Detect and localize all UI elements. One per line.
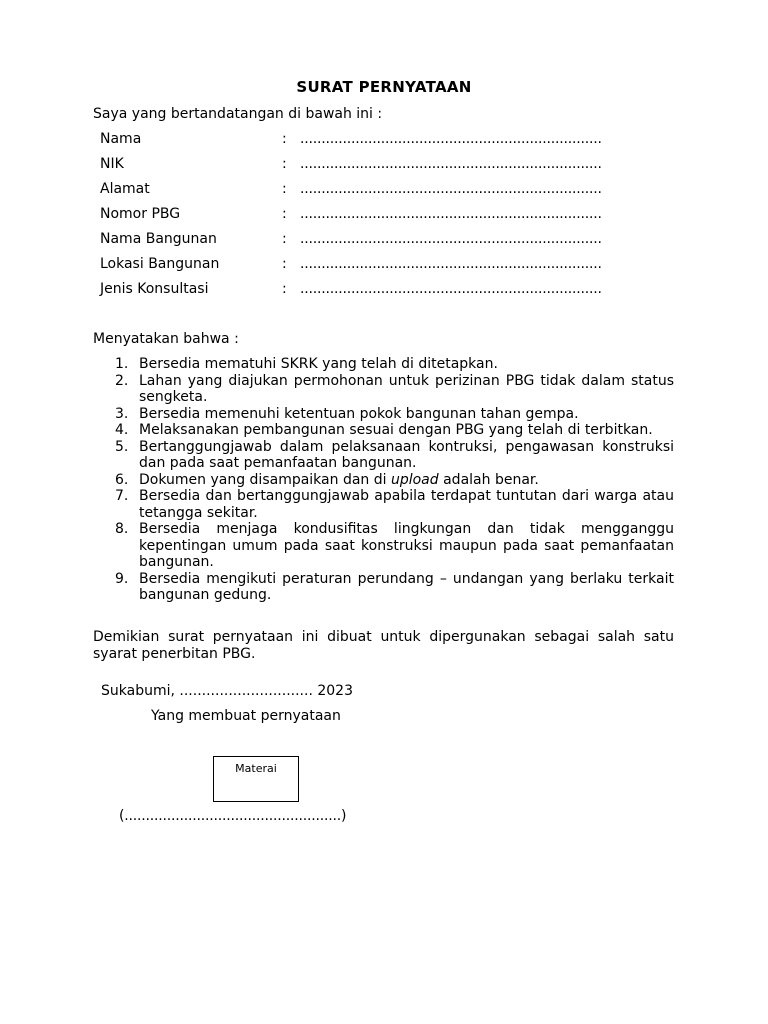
statement-number: 3.: [115, 405, 129, 422]
field-blank: .......................................................................: [300, 231, 602, 247]
statement-text: Bertanggungjawab dalam pelaksanaan kontruksi, pengawasan konstruksi dan pada saat pemanfaatan bangunan.: [139, 438, 674, 471]
field-blank: .......................................................................: [300, 206, 602, 222]
statement-text: Lahan yang diajukan permohonan untuk perizinan PBG tidak dalam status sengketa.: [139, 372, 674, 405]
signature-line: (...................................................): [119, 808, 347, 824]
statement-text: Bersedia menjaga kondusifitas lingkungan dan tidak mengganggu kepentingan umum pada saat konstruksi maupun pada saat pemanfaatan bangunan.: [139, 521, 674, 570]
statement-item: [93, 439, 674, 472]
statement-number: 1.: [115, 356, 129, 372]
materai-label: Materai: [235, 762, 277, 775]
field-blank: .......................................................................: [300, 156, 602, 172]
statement-number: 5.: [115, 438, 129, 455]
field-blank: .......................................................................: [300, 181, 602, 197]
statement-text: Melaksanakan pembangunan sesuai dengan PBG yang telah di terbitkan.: [139, 422, 653, 438]
statement-text-italic: upload: [390, 471, 439, 488]
field-label: NIK: [100, 156, 124, 172]
signatory-caption: Yang membuat pernyataan: [151, 708, 341, 724]
statement-item: [93, 422, 674, 439]
statement-number: 9.: [115, 570, 129, 587]
statement-item: [93, 571, 674, 604]
statement-text-before: Dokumen yang disampaikan dan di: [139, 471, 391, 488]
statement-text: Bersedia mematuhi SKRK yang telah di ditetapkan.: [139, 356, 498, 372]
statement-text-after: adalah benar.: [438, 471, 539, 488]
statement-text: Bersedia memenuhi ketentuan pokok bangunan tahan gempa.: [139, 405, 579, 422]
statement-number: 8.: [115, 521, 129, 537]
closing-paragraph: Demikian surat pernyataan ini dibuat untuk dipergunakan sebagai salah satu syarat penerbitan PBG.: [93, 629, 674, 662]
field-colon: :: [282, 181, 287, 197]
place-date: Sukabumi, .............................. 2023: [101, 683, 353, 699]
statement-item: [93, 521, 674, 571]
statements-heading: Menyatakan bahwa :: [93, 331, 239, 347]
statement-text: Bersedia dan bertanggungjawab apabila terdapat tuntutan dari warga atau tetangga sekitar.: [139, 488, 674, 521]
statement-item: [93, 406, 674, 423]
intro-text: Saya yang bertandatangan di bawah ini :: [93, 106, 383, 122]
field-label: Nama Bangunan: [100, 231, 217, 247]
statement-number: 4.: [115, 422, 129, 438]
field-blank: .......................................................................: [300, 281, 602, 297]
statement-number: 7.: [115, 488, 129, 504]
statement-item: [93, 488, 674, 521]
field-blank: .......................................................................: [300, 131, 602, 147]
field-colon: :: [282, 231, 287, 247]
field-colon: :: [282, 206, 287, 222]
field-colon: :: [282, 256, 287, 272]
statement-item: [93, 472, 674, 489]
statement-number: 2.: [115, 372, 129, 389]
statement-number: 6.: [115, 471, 129, 488]
field-label: Nomor PBG: [100, 206, 181, 222]
statement-item: [93, 373, 674, 406]
field-colon: :: [282, 281, 287, 297]
field-label: Alamat: [100, 181, 150, 197]
statement-text: Bersedia mengikuti peraturan perundang – undangan yang berlaku terkait bangunan gedung.: [139, 570, 674, 603]
document-title: SURAT PERNYATAAN: [296, 78, 472, 96]
field-colon: :: [282, 131, 287, 147]
statement-item: [93, 356, 674, 373]
field-label: Jenis Konsultasi: [100, 281, 209, 297]
field-colon: :: [282, 156, 287, 172]
field-label: Nama: [100, 131, 142, 147]
materai-stamp-box: [213, 756, 299, 802]
field-label: Lokasi Bangunan: [100, 256, 220, 272]
statements-list: [93, 356, 674, 604]
field-blank: .......................................................................: [300, 256, 602, 272]
